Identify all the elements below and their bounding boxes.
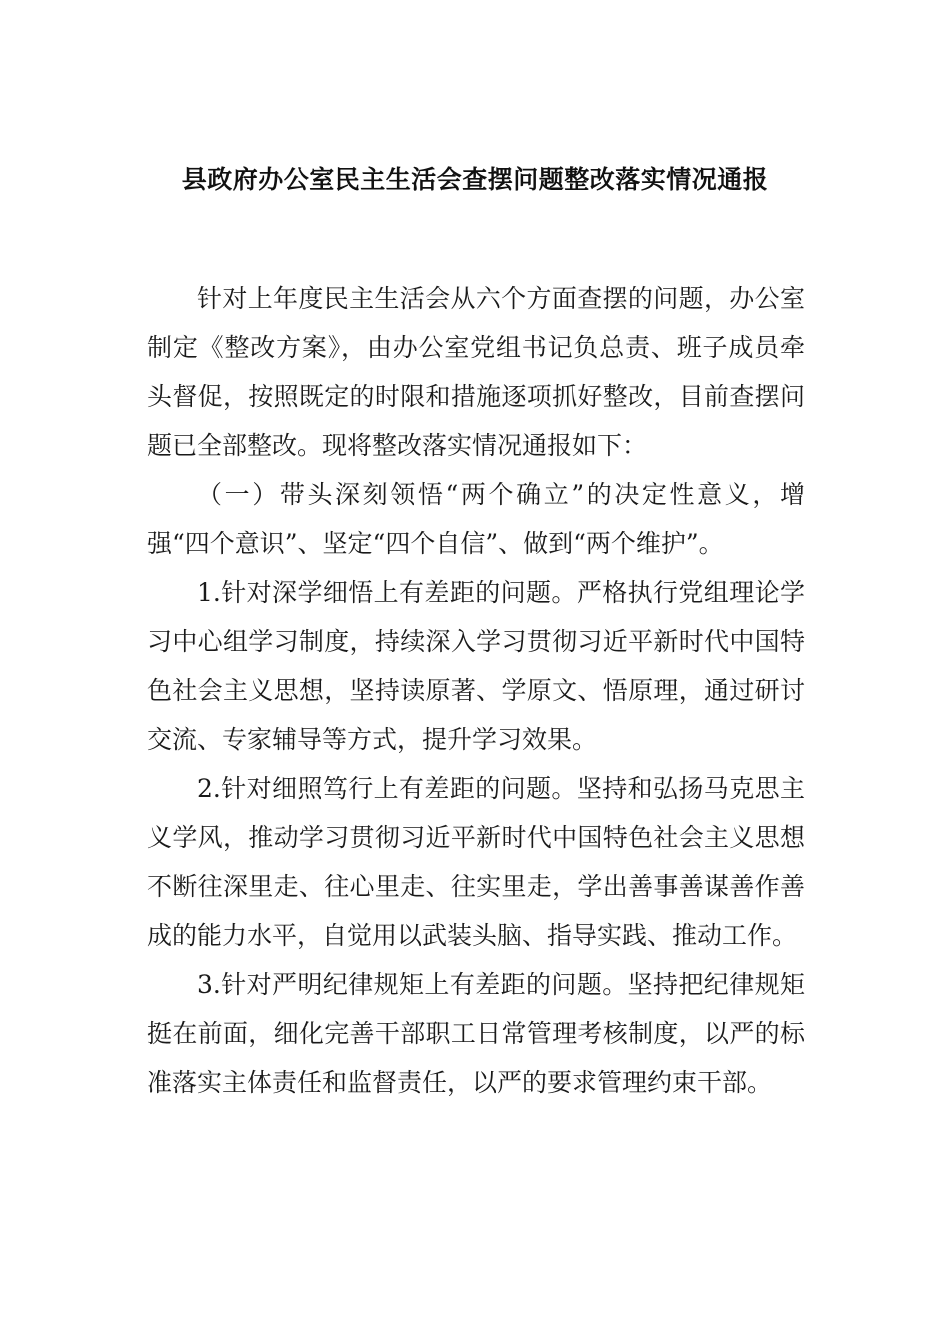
item-paragraph-2: 2.针对细照笃行上有差距的问题。坚持和弘扬马克思主义学风，推动学习贯彻习近平新时代中国特色社会主义思想不断往深里走、往心里走、往实里走，学出善事善谋善作善成的能力水平，自觉用以武装头脑、指导实践、推动工作。 xyxy=(147,774,805,950)
item-paragraph-3: 3.针对严明纪律规矩上有差距的问题。坚持把纪律规矩挺在前面，细化完善干部职工日常管理考核制度，以严的标准落实主体责任和监督责任，以严的要求管理约束干部。 xyxy=(147,970,805,1097)
section-heading-1: （一）带头深刻领悟“两个确立”的决定性意义，增强“四个意识”、坚定“四个自信”、做到“两个维护”。 xyxy=(147,480,805,558)
document-body xyxy=(147,274,805,1107)
item-paragraph-1: 1.针对深学细悟上有差距的问题。严格执行党组理论学习中心组学习制度，持续深入学习贯彻习近平新时代中国特色社会主义思想，坚持读原著、学原文、悟原理，通过研讨交流、专家辅导等方式，提升学习效果。 xyxy=(147,578,805,754)
intro-paragraph: 针对上年度民主生活会从六个方面查摆的问题，办公室制定《整改方案》，由办公室党组书记负总责、班子成员牵头督促，按照既定的时限和措施逐项抓好整改，目前查摆问题已全部整改。现将整改落实情况通报如下： xyxy=(147,284,805,460)
document-title: 县政府办公室民主生活会查摆问题整改落实情况通报 xyxy=(181,165,769,194)
